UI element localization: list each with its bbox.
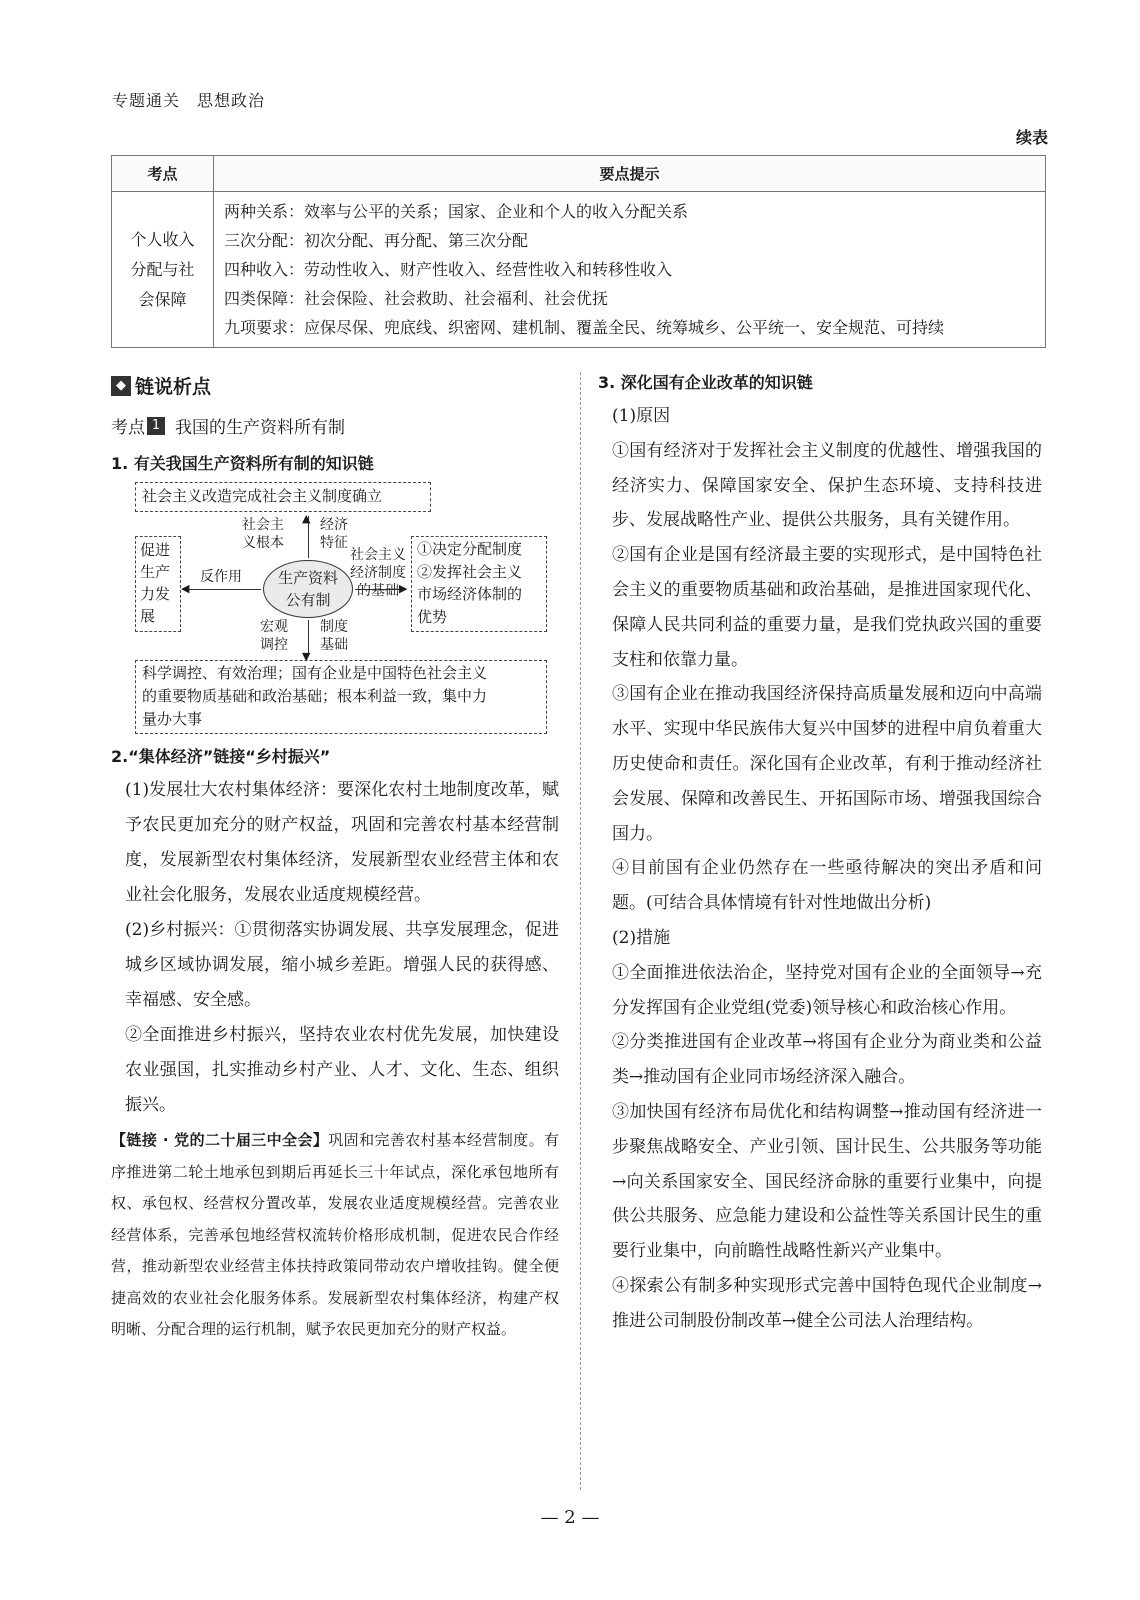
arrowhead-down-icon: ▼ xyxy=(302,650,311,663)
paragraph: ②全面推进乡村振兴，坚持农业农村优先发展，加快建设农业强国，扎实推动乡村产业、人才、文化、生态、组织振兴。 xyxy=(125,1025,559,1115)
summary-table xyxy=(111,155,1046,348)
column-divider xyxy=(580,372,581,1490)
table-cell-points xyxy=(214,192,1046,348)
diagram-label-left: 反作用 xyxy=(200,569,242,585)
diagram-bottom-box: 科学调控、有效治理；国有企业是中国特色社会主义 的重要物质基础和政治基础；根本利益一致，集中力 量办大事 xyxy=(135,660,547,734)
paragraph: ①全面推进依法治企，坚持党对国有企业的全面领导→充分发挥国有企业党组(党委)领导核心和政治核心作用。 xyxy=(612,962,1042,1018)
diagram-label-up-left: 社会主 义根本 xyxy=(242,517,284,551)
paragraph: ③加快国有经济布局优化和结构调整→推动国有经济进一步聚焦战略安全、产业引领、国计民生、公共服务等功能→向关系国家安全、国民经济命脉的重要行业集中，向提供公共服务、应急能力建设和公益性等关系国计民生的重要行业集中，向前瞻性战略性新兴产业集中。 xyxy=(612,1101,1042,1262)
link-note-title: 【链接 · 党的二十届三中全会】 xyxy=(111,1131,329,1149)
diagram-center-ellipse: 生产资料 公有制 xyxy=(263,560,353,618)
diagram-label-down-right: 制度 基础 xyxy=(320,619,348,653)
point-line: 两种关系：效率与公平的关系；国家、企业和个人的收入分配关系 xyxy=(224,202,689,221)
paragraph: ②分类推进国有企业改革→将国有企业分为商业类和公益类→推动国有企业同市场经济深入融合。 xyxy=(612,1032,1042,1088)
diamond-icon: ◆ xyxy=(111,376,131,396)
table-header-points: 要点提示 xyxy=(214,156,1046,192)
point-line: 四种收入：劳动性收入、财产性收入、经营性收入和转移性收入 xyxy=(224,260,673,279)
diagram-top-box: 社会主义改造完成社会主义制度确立 xyxy=(135,482,431,512)
table-cell-topic xyxy=(112,192,214,348)
link-note xyxy=(111,1125,559,1346)
kaodian-heading xyxy=(111,413,559,438)
paragraph: ④目前国有企业仍然存在一些亟待解决的突出矛盾和问题。(可结合具体情境有针对性地做出分析) xyxy=(612,858,1042,914)
kaodian-number-badge: 1 xyxy=(147,417,165,435)
page-number: — 2 — xyxy=(540,1507,600,1528)
table-row xyxy=(112,192,1046,348)
diagram-label-down-left: 宏观 调控 xyxy=(260,619,288,653)
paragraph: (1)发展壮大农村集体经济：要深化农村土地制度改革，赋予农民更加充分的财产权益，巩固和完善农村基本经营制度，发展新型农村集体经济，发展新型农业经营主体和农业社会化服务，发展农业适度规模经营。 xyxy=(125,780,559,905)
knowledge-chain-diagram xyxy=(133,482,553,732)
table-header-topic: 考点 xyxy=(112,156,214,192)
paragraph: (2)措施 xyxy=(612,927,671,948)
paragraph: (1)原因 xyxy=(612,406,671,426)
paragraph: ①国有经济对于发挥社会主义制度的优越性、增强我国的经济实力、保障国家安全、保护生态环境、支持科技进步、发展战略性产业、提供公共服务，具有关键作用。 xyxy=(612,440,1042,531)
arrowhead-left-icon: ◀ xyxy=(181,582,190,595)
table-header-row xyxy=(112,156,1046,192)
diagram-label-up-right: 经济 特征 xyxy=(320,517,348,551)
link-note-text: 巩固和完善农村基本经营制度。有序推进第二轮土地承包到期后再延长三十年试点，深化承包地所有权、承包权、经营权分置改革，发展农业适度规模经营。完善农业经营体系，完善承包地经营权流转价格形成机制，促进农民合作经营，推动新型农业经营主体扶持政策同带动农户增收挂钩。健全便捷高效的农业社会化服务体系。发展新型农村集体经济，构建产权明晰、分配合理的运行机制，赋予农民更加充分的财产权益。 xyxy=(111,1131,559,1338)
paragraph: ③国有企业在推动我国经济保持高质量发展和迈向中高端水平、实现中华民族伟大复兴中国梦的进程中肩负着重大历史使命和责任。深化国有企业改革，有利于推动经济社会发展、保障和改善民生、开拓国际市场、增强我国综合国力。 xyxy=(612,684,1042,844)
diagram-label-right: 社会主义 经济制度 的基础 xyxy=(350,547,406,599)
topic-line: 分配与社 xyxy=(130,259,195,279)
diagram-right-box: ①决定分配制度 ②发挥社会主义 市场经济体制的 优势 xyxy=(411,536,547,632)
paragraph: (2)乡村振兴：①贯彻落实协调发展、共享发展理念，促进城乡区域协调发展，缩小城乡差距。增强人民的获得感、幸福感、安全感。 xyxy=(125,920,559,1010)
point-line: 三次分配：初次分配、再分配、第三次分配 xyxy=(224,231,529,250)
heading-2: 2.“集体经济”链接“乡村振兴” xyxy=(111,747,331,766)
heading-1: 1. 有关我国生产资料所有制的知识链 xyxy=(111,454,374,473)
left-column xyxy=(111,370,559,1346)
continued-table-label: 续表 xyxy=(1015,128,1048,147)
section-title xyxy=(111,372,559,399)
section-title-text: 链说析点 xyxy=(135,376,212,398)
running-header: 专题通关 思想政治 xyxy=(112,91,266,110)
arrowhead-right-icon: ▶ xyxy=(399,582,408,595)
diagram-left-box: 促进 生产 力发 展 xyxy=(135,536,181,632)
arrowhead-up-icon: ▲ xyxy=(302,512,311,525)
right-column xyxy=(598,370,1042,1339)
point-line: 九项要求：应保尽保、兜底线、织密网、建机制、覆盖全民、统筹城乡、公平统一、安全规范、可持续 xyxy=(224,318,945,337)
kaodian-label: 考点 xyxy=(111,418,145,438)
heading-3: 3. 深化国有企业改革的知识链 xyxy=(598,373,813,392)
topic-line: 个人收入 xyxy=(130,229,195,249)
kaodian-title: 我国的生产资料所有制 xyxy=(175,418,345,438)
paragraph: ②国有企业是国有经济最主要的实现形式，是中国特色社会主义的重要物质基础和政治基础，是推进国家现代化、保障人民共同利益的重要力量，是我们党执政兴国的重要支柱和依靠力量。 xyxy=(612,545,1042,670)
paragraph: ④探索公有制多种实现形式完善中国特色现代企业制度→推进公司制股份制改革→健全公司法人治理结构。 xyxy=(612,1275,1042,1331)
point-line: 四类保障：社会保险、社会救助、社会福利、社会优抚 xyxy=(224,289,609,308)
topic-line: 会保障 xyxy=(138,289,187,309)
diagram-arrow-left xyxy=(187,589,261,590)
